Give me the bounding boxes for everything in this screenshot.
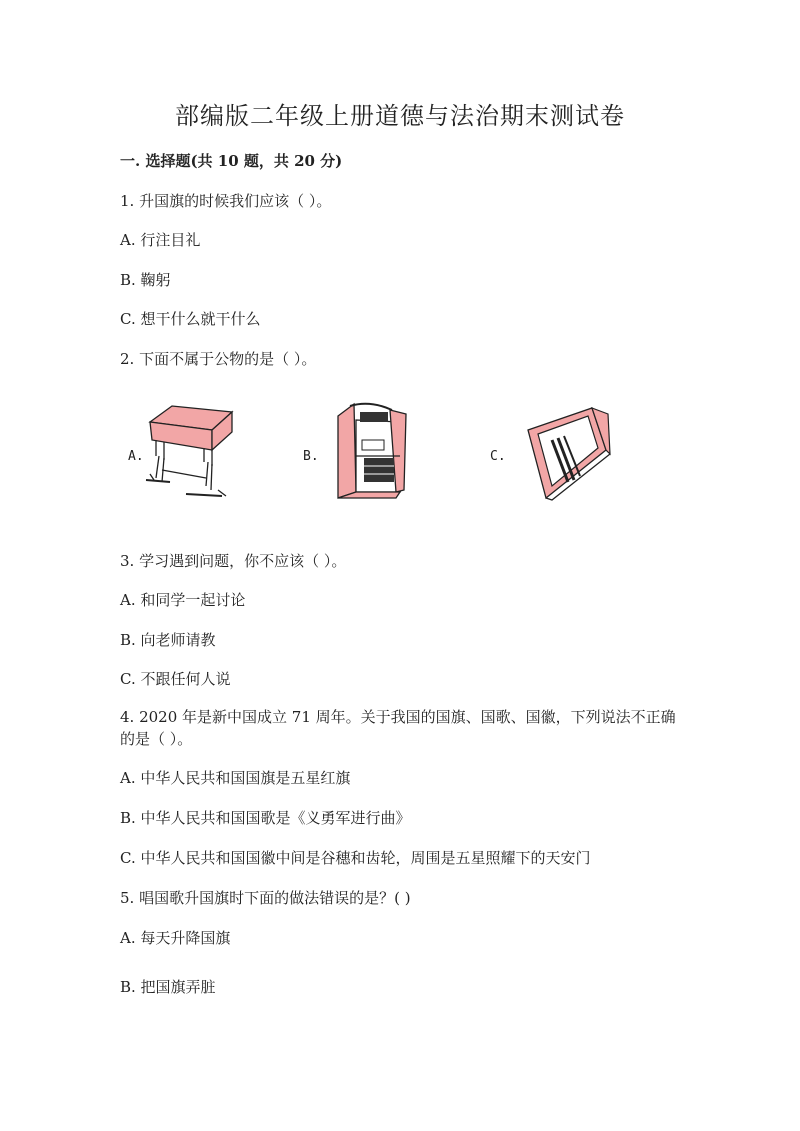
section-heading: 一. 选择题(共 10 题，共 20 分) bbox=[120, 152, 343, 170]
question-4-option-b[interactable]: B. 中华人民共和国国歌是《义勇军进行曲》 bbox=[120, 809, 411, 827]
question-3-option-c[interactable]: C. 不跟任何人说 bbox=[120, 670, 231, 688]
question-2-stem: 2. 下面不属于公物的是（ ）。 bbox=[120, 350, 317, 368]
question-4-option-c[interactable]: C. 中华人民共和国国徽中间是谷穗和齿轮，周围是五星照耀下的天安门 bbox=[120, 849, 591, 867]
page-title: 部编版二年级上册道德与法治期末测试卷 bbox=[175, 102, 625, 130]
pencil-case-illustration[interactable] bbox=[522, 400, 612, 505]
question-5-stem: 5. 唱国歌升国旗时下面的做法错误的是？( ) bbox=[120, 889, 411, 907]
question-1-option-b[interactable]: B. 鞠躬 bbox=[120, 271, 171, 289]
bookshelf-illustration[interactable] bbox=[334, 400, 412, 505]
question-3-stem: 3. 学习遇到问题，你不应该（ ）。 bbox=[120, 552, 347, 570]
school-desk-illustration[interactable] bbox=[142, 400, 237, 505]
question-1-option-c[interactable]: C. 想干什么就干什么 bbox=[120, 310, 261, 328]
question-4-option-a[interactable]: A. 中华人民共和国国旗是五星红旗 bbox=[120, 769, 351, 787]
question-4-stem: 4. 2020 年是新中国成立 71 周年。关于我国的国旗、国歌、国徽，下列说法不正确的是（ ）。 bbox=[120, 708, 676, 748]
question-1-stem: 1. 升国旗的时候我们应该（ ）。 bbox=[120, 192, 332, 210]
question-2-option-b-label[interactable]: B. bbox=[303, 449, 319, 464]
question-1-option-a[interactable]: A. 行注目礼 bbox=[120, 231, 201, 249]
question-2-option-a-label[interactable]: A. bbox=[128, 449, 144, 464]
question-5-option-b[interactable]: B. 把国旗弄脏 bbox=[120, 978, 216, 996]
question-5-option-a[interactable]: A. 每天升降国旗 bbox=[120, 929, 231, 947]
question-3-option-b[interactable]: B. 向老师请教 bbox=[120, 631, 216, 649]
question-3-option-a[interactable]: A. 和同学一起讨论 bbox=[120, 591, 246, 609]
question-2-option-c-label[interactable]: C. bbox=[490, 449, 506, 464]
